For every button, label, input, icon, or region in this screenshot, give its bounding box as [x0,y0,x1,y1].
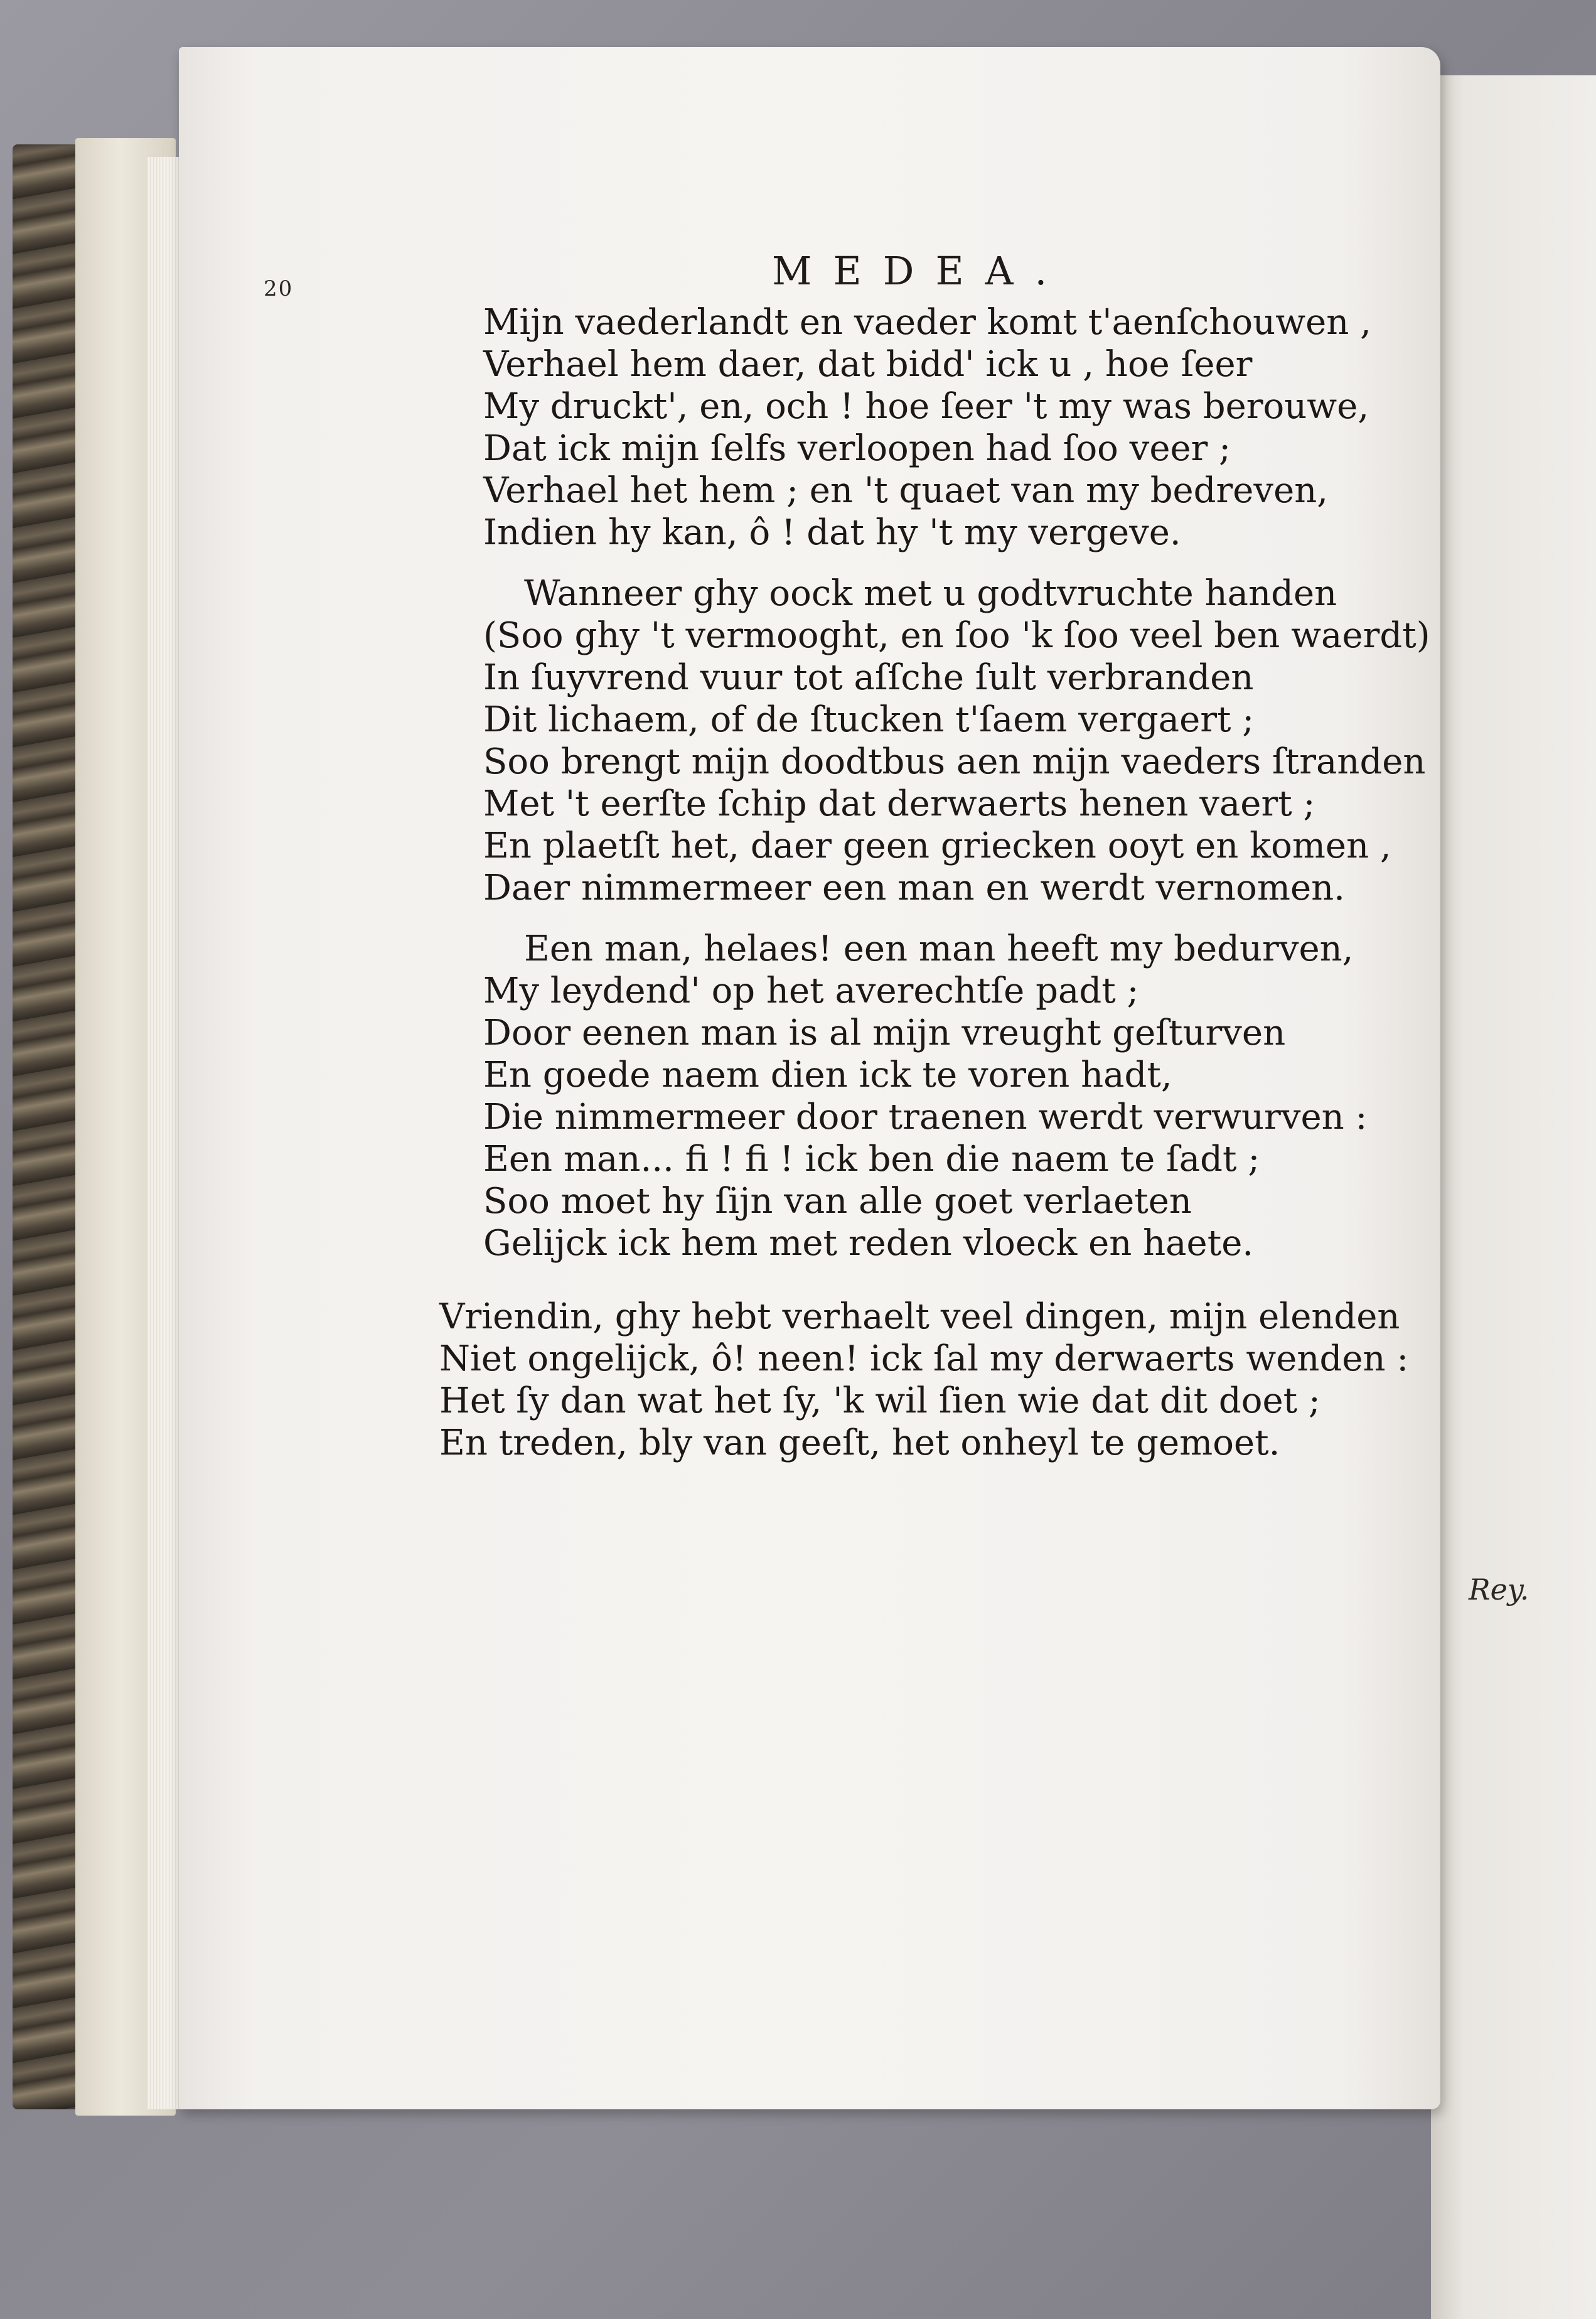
verse-line: Daer nimmermeer een man en werdt vernomen. [483,868,1345,908]
verse-line: Door eenen man is al mijn vreught geſturven [483,1013,1286,1053]
verse-line: Het ſy dan wat het ſy, 'k wil ſien wie dat dit doet ; [439,1380,1320,1421]
verse-line: (Soo ghy 't vermooght, en ſoo 'k ſoo veel ben waerdt) [483,615,1430,656]
verse-line: Een man, helaes! een man heeft my bedurven, [524,928,1354,969]
verse-line: Verhael het hem ; en 't quaet van my bedreven, [483,470,1329,511]
verse-line: Wanneer ghy oock met u godtvruchte handen [524,573,1337,614]
catchword: Rey. [1469,1573,1529,1606]
verse-line: Soo brengt mijn doodtbus aen mijn vaeders ſtranden [483,741,1426,782]
stanza-1 [483,301,1437,554]
verse-line: En goede naem dien ick te voren hadt, [483,1055,1172,1095]
verse-line: Met 't eerſte ſchip dat derwaerts henen vaert ; [483,783,1315,824]
verse-line: Indien hy kan, ô ! dat hy 't my vergeve. [483,512,1181,553]
facing-page-edge [1431,75,1596,2319]
verse-line: Die nimmermeer door traenen werdt verwurven : [483,1097,1368,1138]
verse-line: Dat ick mijn ſelfs verloopen had ſoo veer ; [483,428,1231,469]
stanza-3 [483,928,1437,1264]
verse-line: My druckt', en, och ! hoe ſeer 't my was berouwe, [483,386,1369,427]
page-stack-edge [147,157,182,2109]
verse-line: En treden, bly van geeſt, het onheyl te gemoet. [439,1423,1280,1463]
verse-line: My leydend' op het averechtſe padt ; [483,971,1139,1011]
stanza-4 [439,1296,1437,1464]
verse-line: Vriendin, ghy hebt verhaelt veel dingen, mijn elenden [439,1296,1400,1337]
page-number: 20 [264,276,294,301]
verse-line: Niet ongelijck, ô! neen! ick ſal my derwaerts wenden : [439,1338,1409,1379]
running-head: MEDEA. [772,248,1069,294]
verse-line: Verhael hem daer, dat bidd' ick u , hoe ſeer [483,344,1253,385]
verse-line: En plaetſt het, daer geen griecken ooyt en komen , [483,826,1391,866]
verse-line: Een man... fi ! fi ! ick ben die naem te ſadt ; [483,1139,1260,1180]
verse-line: Soo moet hy ſijn van alle goet verlaeten [483,1181,1192,1222]
verse-line: In ſuyvrend vuur tot aſſche ſult verbranden [483,657,1254,698]
stanza-2 [483,573,1437,909]
verse-line: Mijn vaederlandt en vaeder komt t'aenſchouwen , [483,302,1371,343]
verse-line: Gelijck ick hem met reden vloeck en haete. [483,1223,1254,1264]
verse-line: Dit lichaem, of de ſtucken t'ſaem vergaert ; [483,699,1255,740]
poem-text [439,301,1437,1483]
